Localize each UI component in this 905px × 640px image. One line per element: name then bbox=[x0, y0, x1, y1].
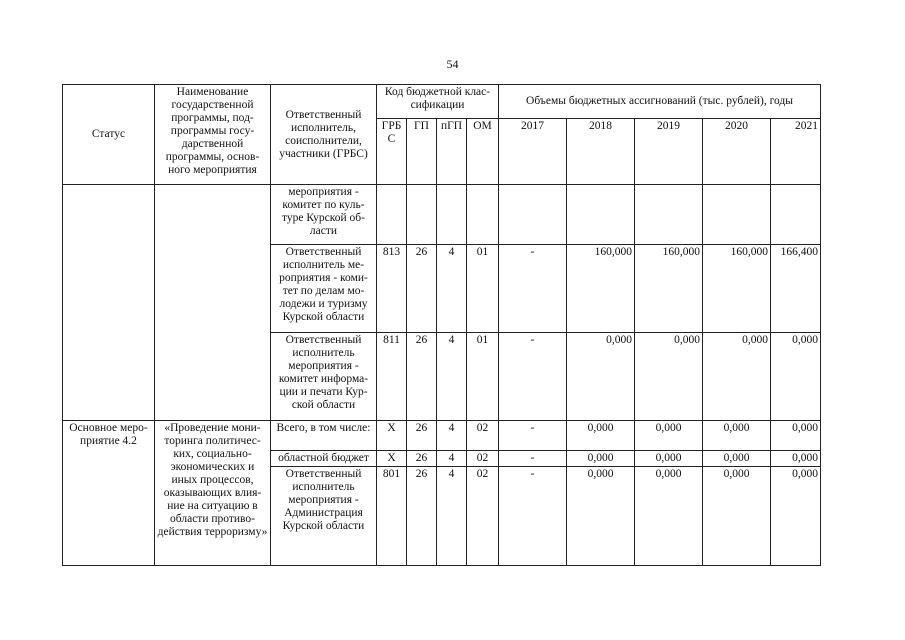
executor-cell: Всего, в том числе: bbox=[271, 421, 377, 451]
value-2021-cell: 0,000 bbox=[771, 451, 821, 467]
value-2019-cell bbox=[635, 185, 703, 245]
header-pgp: пГП bbox=[437, 119, 467, 185]
om-cell bbox=[467, 185, 499, 245]
pgp-cell: 4 bbox=[437, 245, 467, 333]
name-cell: «Проведение мони-торинга политичес-ких, социально-экономических и иных процессов, оказывающих влия-ние на ситуацию в области противо-действия терроризму» bbox=[155, 421, 271, 566]
table-row bbox=[63, 421, 821, 451]
value-2017-cell: - bbox=[499, 245, 567, 333]
value-2020-cell: 0,000 bbox=[703, 451, 771, 467]
value-2018-cell: 0,000 bbox=[567, 467, 635, 566]
value-2017-cell bbox=[499, 185, 567, 245]
om-cell: 01 bbox=[467, 333, 499, 421]
value-2021-cell: 0,000 bbox=[771, 467, 821, 566]
value-2020-cell: 160,000 bbox=[703, 245, 771, 333]
name-cell-empty bbox=[155, 185, 271, 421]
gp-cell bbox=[407, 185, 437, 245]
grbs-cell: 813 bbox=[377, 245, 407, 333]
pgp-cell bbox=[437, 185, 467, 245]
pgp-cell: 4 bbox=[437, 421, 467, 451]
value-2021-cell: 0,000 bbox=[771, 421, 821, 451]
value-2019-cell: 0,000 bbox=[635, 467, 703, 566]
value-2017-cell: - bbox=[499, 333, 567, 421]
value-2018-cell: 160,000 bbox=[567, 245, 635, 333]
header-year-2017: 2017 bbox=[499, 119, 567, 185]
header-grbs: ГРБ С bbox=[377, 119, 407, 185]
header-gp: ГП bbox=[407, 119, 437, 185]
value-2018-cell bbox=[567, 185, 635, 245]
value-2020-cell: 0,000 bbox=[703, 421, 771, 451]
executor-cell: Ответственный исполнитель мероприятия - комитет информа-ции и печати Кур-ской области bbox=[271, 333, 377, 421]
gp-cell: 26 bbox=[407, 467, 437, 566]
header-name: Наименование государственной программы, под-программы госу-дарственной программы, основ-ного мероприятия bbox=[155, 85, 271, 185]
table-row bbox=[63, 185, 821, 245]
executor-cell: областной бюджет bbox=[271, 451, 377, 467]
value-2019-cell: 0,000 bbox=[635, 421, 703, 451]
header-executor: Ответственный исполнитель, соисполнители, участники (ГРБС) bbox=[271, 85, 377, 185]
grbs-cell: 811 bbox=[377, 333, 407, 421]
executor-cell: Ответственный исполнитель ме-роприятия - коми-тет по делам мо-лодежи и туризму Курской области bbox=[271, 245, 377, 333]
value-2018-cell: 0,000 bbox=[567, 333, 635, 421]
header-year-2018: 2018 bbox=[567, 119, 635, 185]
value-2017-cell: - bbox=[499, 421, 567, 451]
grbs-cell: 801 bbox=[377, 467, 407, 566]
header-year-2019: 2019 bbox=[635, 119, 703, 185]
pgp-cell: 4 bbox=[437, 333, 467, 421]
header-year-2020: 2020 bbox=[703, 119, 771, 185]
grbs-cell bbox=[377, 185, 407, 245]
header-status: Статус bbox=[63, 85, 155, 185]
budget-table bbox=[62, 84, 821, 566]
value-2020-cell bbox=[703, 185, 771, 245]
value-2017-cell: - bbox=[499, 451, 567, 467]
om-cell: 02 bbox=[467, 467, 499, 566]
pgp-cell: 4 bbox=[437, 451, 467, 467]
value-2017-cell: - bbox=[499, 467, 567, 566]
executor-cell: мероприятия - комитет по куль-туре Курской об-ласти bbox=[271, 185, 377, 245]
pgp-cell: 4 bbox=[437, 467, 467, 566]
header-om: ОМ bbox=[467, 119, 499, 185]
status-cell-empty bbox=[63, 185, 155, 421]
gp-cell: 26 bbox=[407, 421, 437, 451]
value-2019-cell: 0,000 bbox=[635, 451, 703, 467]
value-2018-cell: 0,000 bbox=[567, 421, 635, 451]
header-row-1 bbox=[63, 85, 821, 119]
gp-cell: 26 bbox=[407, 245, 437, 333]
gp-cell: 26 bbox=[407, 451, 437, 467]
status-cell: Основное меро-приятие 4.2 bbox=[63, 421, 155, 566]
value-2021-cell bbox=[771, 185, 821, 245]
value-2018-cell: 0,000 bbox=[567, 451, 635, 467]
grbs-cell: X bbox=[377, 451, 407, 467]
value-2020-cell: 0,000 bbox=[703, 333, 771, 421]
header-year-2021: 2021 bbox=[771, 119, 821, 185]
om-cell: 02 bbox=[467, 451, 499, 467]
page-number: 54 bbox=[446, 57, 459, 71]
value-2021-cell: 166,400 bbox=[771, 245, 821, 333]
value-2019-cell: 160,000 bbox=[635, 245, 703, 333]
header-volumes: Объемы бюджетных ассигнований (тыс. рублей), годы bbox=[499, 85, 821, 119]
om-cell: 02 bbox=[467, 421, 499, 451]
value-2021-cell: 0,000 bbox=[771, 333, 821, 421]
grbs-cell: X bbox=[377, 421, 407, 451]
value-2020-cell: 0,000 bbox=[703, 467, 771, 566]
gp-cell: 26 bbox=[407, 333, 437, 421]
value-2019-cell: 0,000 bbox=[635, 333, 703, 421]
header-budget-code: Код бюджетной клас-сификации bbox=[377, 85, 499, 119]
executor-cell: Ответственный исполнитель мероприятия - Администрация Курской области bbox=[271, 467, 377, 566]
om-cell: 01 bbox=[467, 245, 499, 333]
